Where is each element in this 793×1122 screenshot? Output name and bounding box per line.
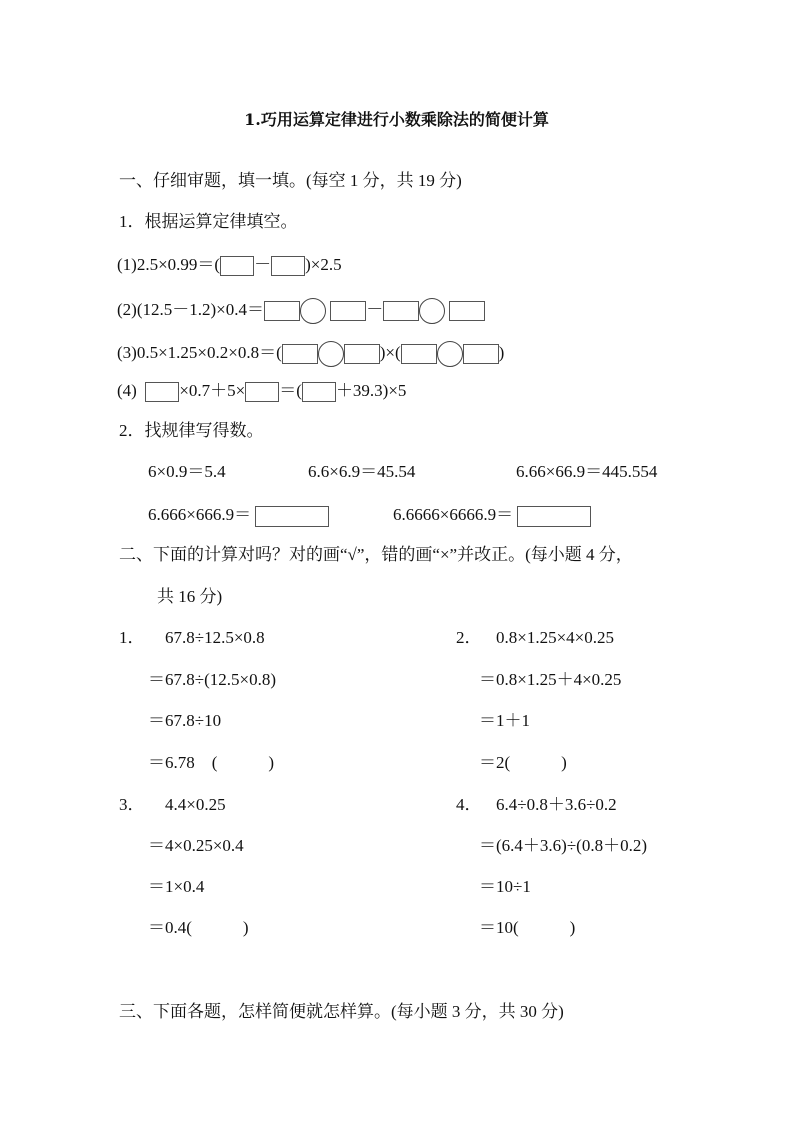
pattern-eq-3: 6.66×66.9＝445.554 xyxy=(516,462,658,481)
problem-line: ＝0.8×1.25＋4×0.25 xyxy=(479,670,622,689)
q1-part1-text-c: )×2.5 xyxy=(305,255,342,274)
pattern-eq-5-text: 6.6666×6666.9＝ xyxy=(393,505,514,524)
pattern-eq-2: 6.6×6.9＝45.54 xyxy=(308,462,416,481)
q1-part4 xyxy=(117,381,406,402)
pattern-eq-4-text: 6.666×666.9＝ xyxy=(148,505,252,524)
pattern-eq-1: 6×0.9＝5.4 xyxy=(148,462,226,481)
q2-label: 2．找规律写得数。 xyxy=(119,421,264,440)
section2-heading-cont: 共 16 分) xyxy=(157,587,223,606)
answer-blank[interactable] xyxy=(220,256,254,276)
answer-blank[interactable] xyxy=(383,301,419,321)
section2-heading: 二、下面的计算对吗？对的画“√”，错的画“×”并改正。(每小题 4 分， xyxy=(119,545,633,564)
section1-heading: 一、仔细审题，填一填。(每空 1 分，共 19 分) xyxy=(119,171,462,190)
answer-blank[interactable] xyxy=(245,382,279,402)
pattern-eq-5 xyxy=(393,505,591,527)
pattern-eq-4 xyxy=(148,505,329,527)
answer-blank[interactable] xyxy=(255,506,329,527)
problem-line: ＝67.8÷(12.5×0.8) xyxy=(148,670,276,689)
q1-label: 1．根据运算定律填空。 xyxy=(119,212,298,231)
answer-blank[interactable] xyxy=(330,301,366,321)
problem-number: 1． xyxy=(119,628,145,647)
q1-part3-text-a: (3)0.5×1.25×0.2×0.8＝( xyxy=(117,342,282,362)
answer-blank[interactable] xyxy=(145,382,179,402)
answer-blank[interactable] xyxy=(463,344,499,364)
answer-blank[interactable] xyxy=(344,344,380,364)
answer-blank[interactable] xyxy=(449,301,485,321)
operator-circle[interactable] xyxy=(300,298,326,324)
q1-part1 xyxy=(117,255,342,276)
problem-number: 2． xyxy=(456,628,482,647)
q1-part1-text-a: (1)2.5×0.99＝( xyxy=(117,255,221,274)
problem-line: ＝10÷1 xyxy=(479,877,531,896)
problem-line: ＝67.8÷10 xyxy=(148,711,222,730)
problem-answer-line: ＝10( ) xyxy=(479,918,576,937)
problem-line: ＝(6.4＋3.6)÷(0.8＋0.2) xyxy=(479,836,647,855)
problem-line: ＝1×0.4 xyxy=(148,877,205,896)
q1-part2-text-a: (2)(12.5－1.2)×0.4＝ xyxy=(117,299,264,319)
answer-blank[interactable] xyxy=(271,256,305,276)
q1-part3 xyxy=(117,341,504,367)
problem-number: 3． xyxy=(119,795,145,814)
section3-heading: 三、下面各题，怎样简便就怎样算。(每小题 3 分，共 30 分) xyxy=(119,1002,564,1021)
problem-line: 6.4÷0.8＋3.6÷0.2 xyxy=(496,795,617,814)
operator-circle[interactable] xyxy=(419,298,445,324)
answer-blank[interactable] xyxy=(517,506,591,527)
q1-part4-text-d: ＋39.3)×5 xyxy=(335,381,407,400)
page-title: 1.巧用运算定律进行小数乘除法的简便计算 xyxy=(244,110,549,129)
q1-part4-text-b: ×0.7＋5× xyxy=(179,381,246,400)
problem-answer-line: ＝2( ) xyxy=(479,753,567,772)
q1-part4-text-c: ＝( xyxy=(279,381,302,400)
problem-answer-line: ＝0.4( ) xyxy=(148,918,249,937)
problem-line: 67.8÷12.5×0.8 xyxy=(165,628,265,647)
answer-blank[interactable] xyxy=(401,344,437,364)
q1-part2 xyxy=(117,298,485,324)
q1-part3-text-c: ) xyxy=(498,342,505,362)
q1-part4-text-a: (4) xyxy=(117,381,137,400)
answer-blank[interactable] xyxy=(282,344,318,364)
problem-line: ＝4×0.25×0.4 xyxy=(148,836,244,855)
problem-line: 0.8×1.25×4×0.25 xyxy=(496,628,615,647)
operator-circle[interactable] xyxy=(437,341,463,367)
problem-number: 4． xyxy=(456,795,482,814)
problem-answer-line: ＝6.78 ( ) xyxy=(148,753,275,772)
answer-blank[interactable] xyxy=(264,301,300,321)
q1-part2-minus: － xyxy=(366,299,384,319)
q1-part1-minus: － xyxy=(254,255,272,274)
problem-line: 4.4×0.25 xyxy=(165,795,226,814)
answer-blank[interactable] xyxy=(302,382,336,402)
operator-circle[interactable] xyxy=(318,341,344,367)
q1-part3-text-b: )×( xyxy=(379,342,401,362)
problem-line: ＝1＋1 xyxy=(479,711,530,730)
